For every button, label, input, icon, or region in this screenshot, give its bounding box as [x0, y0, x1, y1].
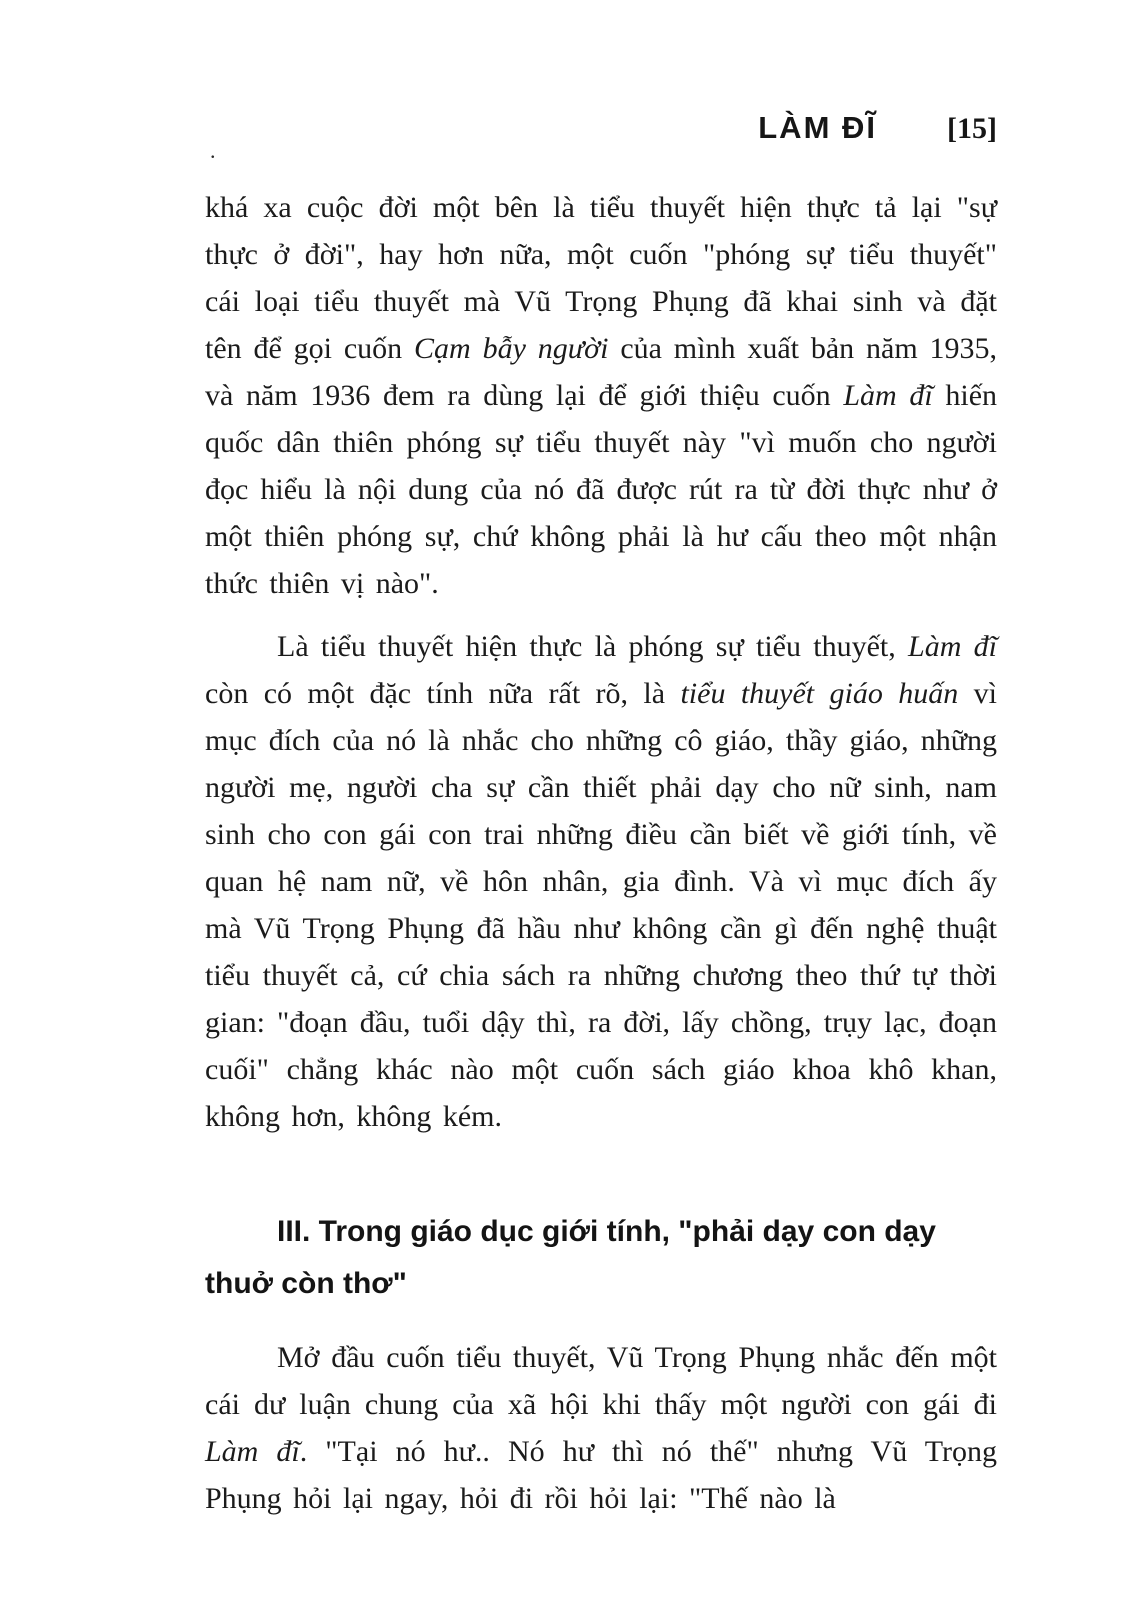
section-heading: [205, 1206, 997, 1310]
text-run: còn có một đặc tính nữa rất rõ, là: [205, 677, 681, 710]
italic-text-run: Làm đĩ: [205, 1435, 300, 1468]
italic-text-run: Cạm bẫy người: [414, 332, 609, 365]
text-run: khá xa cuộc đời một bên là tiểu thuyết hiện thực tả lại "sự thực ở đời", hay hơn nữa, một cuốn "phóng sự tiểu thuyết" cái loại tiểu thuyết mà Vũ Trọng Phụng đã khai sinh và đặt tên để gọi cuốn: [205, 191, 997, 365]
italic-text-run: Làm đĩ: [908, 630, 997, 663]
text-run: III. Trong giáo dục giới tính, "phải dạy con dạy thuở còn thơ": [205, 1215, 936, 1300]
page-header: [205, 110, 997, 163]
paragraph: [205, 184, 997, 607]
scan-artifact-dot: .: [210, 138, 216, 163]
text-run: Mở đầu cuốn tiểu thuyết, Vũ Trọng Phụng nhắc đến một cái dư luận chung của xã hội khi thấy một người con gái đi: [205, 1341, 997, 1421]
text-run: Là tiểu thuyết hiện thực là phóng sự tiểu thuyết,: [277, 630, 909, 663]
running-title: LÀM ĐĨ: [758, 110, 878, 145]
page-number: [15]: [947, 112, 997, 145]
paragraph: [205, 623, 997, 1140]
italic-text-run: Làm đĩ: [843, 379, 933, 412]
text-run: vì mục đích của nó là nhắc cho những cô giáo, thầy giáo, những người mẹ, người cha sự cần thiết phải dạy cho nữ sinh, nam sinh cho con gái con trai những điều cần biết về giới tính, về quan hệ nam nữ, về hôn nhân, gia đình. Và vì mục đích ấy mà Vũ Trọng Phụng đã hầu như không cần gì đến nghệ thuật tiểu thuyết cả, cứ chia sách ra những chương theo thứ tự thời gian: "đoạn đầu, tuổi dậy thì, ra đời, lấy chồng, trụy lạc, đoạn cuối" chẳng khác nào một cuốn sách giáo khoa khô khan, không hơn, không kém.: [205, 677, 997, 1133]
text-run: . "Tại nó hư.. Nó hư thì nó thế" nhưng Vũ Trọng Phụng hỏi lại ngay, hỏi đi rồi hỏi lại: "Thế nào là: [205, 1435, 997, 1515]
page-body: [205, 184, 997, 1522]
text-run: của mình xuất bản năm 1935, và năm 1936 đem ra dùng lại để giới thiệu cuốn: [205, 332, 998, 412]
text-run: hiến quốc dân thiên phóng sự tiểu thuyết này "vì muốn cho người đọc hiểu là nội dung của nó đã được rút ra từ đời thực như ở một thiên phóng sự, chứ không phải là hư cấu theo một nhận thức thiên vị nào".: [205, 379, 998, 600]
italic-text-run: tiểu thuyết giáo huấn: [680, 677, 959, 710]
book-page: [205, 110, 997, 1522]
paragraph: [205, 1334, 997, 1522]
